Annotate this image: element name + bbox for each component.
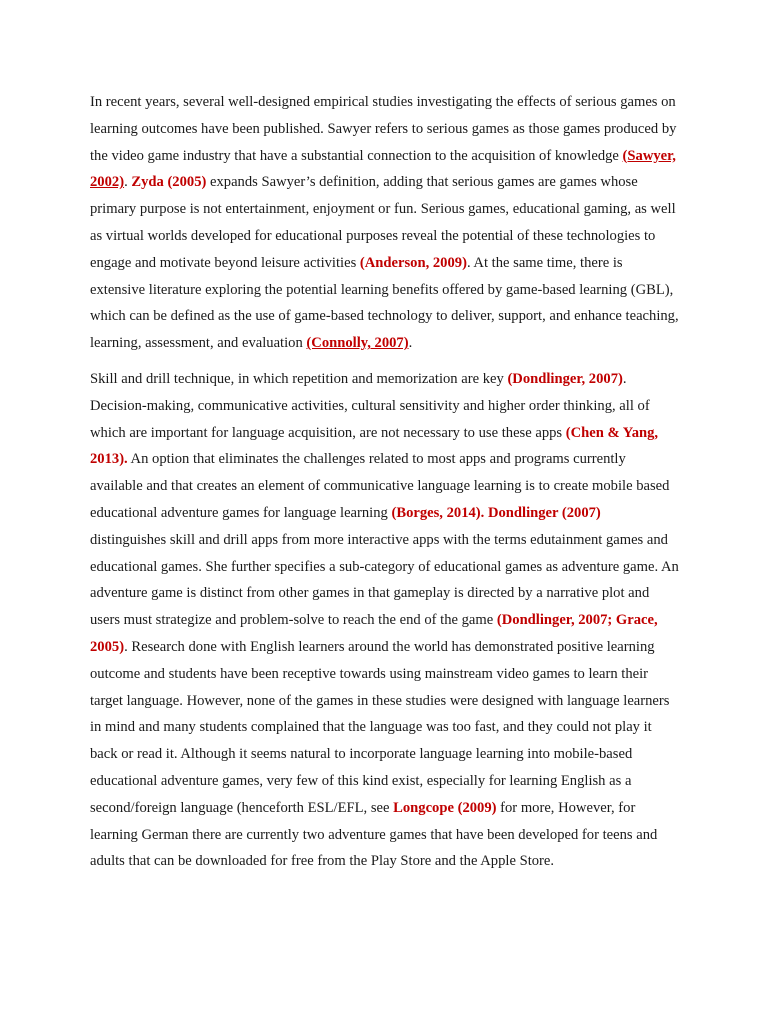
text-run: for more, However, for learning German there are currently two adventure games that have been developed for teens and adults that can be downloaded for free from the Play Store and the Apple Store.	[90, 799, 658, 870]
text-run: . Research done with English learners around the world has demonstrated positive learning outcome and students have been receptive towards using mainstream video games to learn their target language. However, none of the games in these studies were designed with language learners in mind and many students complained that the language was too fast, and they could not play it back or read it. Although it seems natural to incorporate language learning into mobile-based educational adventure games, very few of this kind exist, especially for learning English as a second/foreign language (henceforth ESL/EFL, see	[90, 638, 670, 816]
text-run: .	[124, 174, 132, 191]
citation-borges-2014-dondlinger-2007: (Borges, 2014). Dondlinger (2007)	[391, 504, 601, 521]
text-run: distinguishes skill and drill apps from more interactive apps with the terms edutainment games and educational games. She further specifies a sub-category of educational games as adventure game. An adventure game is distinct from other games in that gameplay is directed by a narrative plot and users must strategize and problem-solve to reach the end of the game	[90, 531, 679, 629]
citation-dondlinger-grace: (Dondlinger, 2007; Grace, 2005)	[90, 612, 658, 655]
paragraph-2	[90, 366, 680, 875]
text-run: expands Sawyer’s definition, adding that serious games are games whose primary purpose is not entertainment, enjoyment or fun. Serious games, educational gaming, as well as virtual worlds developed for educational purposes reveal the potential of these technologies to engage and motivate beyond leisure activities	[90, 174, 676, 271]
citation-link-connolly-2007[interactable]: (Connolly, 2007)	[306, 335, 409, 352]
citation-anderson-2009: (Anderson, 2009)	[359, 254, 467, 271]
citation-chen-yang-2013: (Chen & Yang, 2013).	[90, 424, 659, 468]
text-run: .	[408, 335, 413, 352]
text-run: . Decision-making, communicative activities, cultural sensitivity and higher order thinking, all of which are important for language acquisition, are not necessary to use these apps	[90, 370, 650, 441]
citation-link-sawyer-2002[interactable]: (Sawyer, 2002)	[90, 147, 676, 191]
document-page	[90, 89, 680, 875]
text-run: In recent years, several well-designed empirical studies investigating the effects of serious games on learning outcomes have been published. Sawyer refers to serious games as those games produced by the video game industry that have a substantial connection to the acquisition of knowledge	[90, 94, 677, 164]
citation-dondlinger-2007: (Dondlinger, 2007)	[507, 370, 623, 387]
text-run: . At the same time, there is extensive literature exploring the potential learning benefits offered by game-based learning (GBL), which can be defined as the use of game-based technology to deliver, support, and enhance teaching, learning, assessment, and evaluation	[90, 254, 679, 352]
citation-zyda-2005: Zyda (2005)	[131, 174, 207, 191]
text-run: Skill and drill technique, in which repetition and memorization are key	[90, 370, 508, 387]
paragraph-1	[90, 89, 680, 357]
text-run: An option that eliminates the challenges related to most apps and programs currently available and that creates an element of communicative language learning is to create mobile based educational adventure games for language learning	[90, 451, 670, 521]
citation-longcope-2009: Longcope (2009)	[393, 799, 497, 816]
